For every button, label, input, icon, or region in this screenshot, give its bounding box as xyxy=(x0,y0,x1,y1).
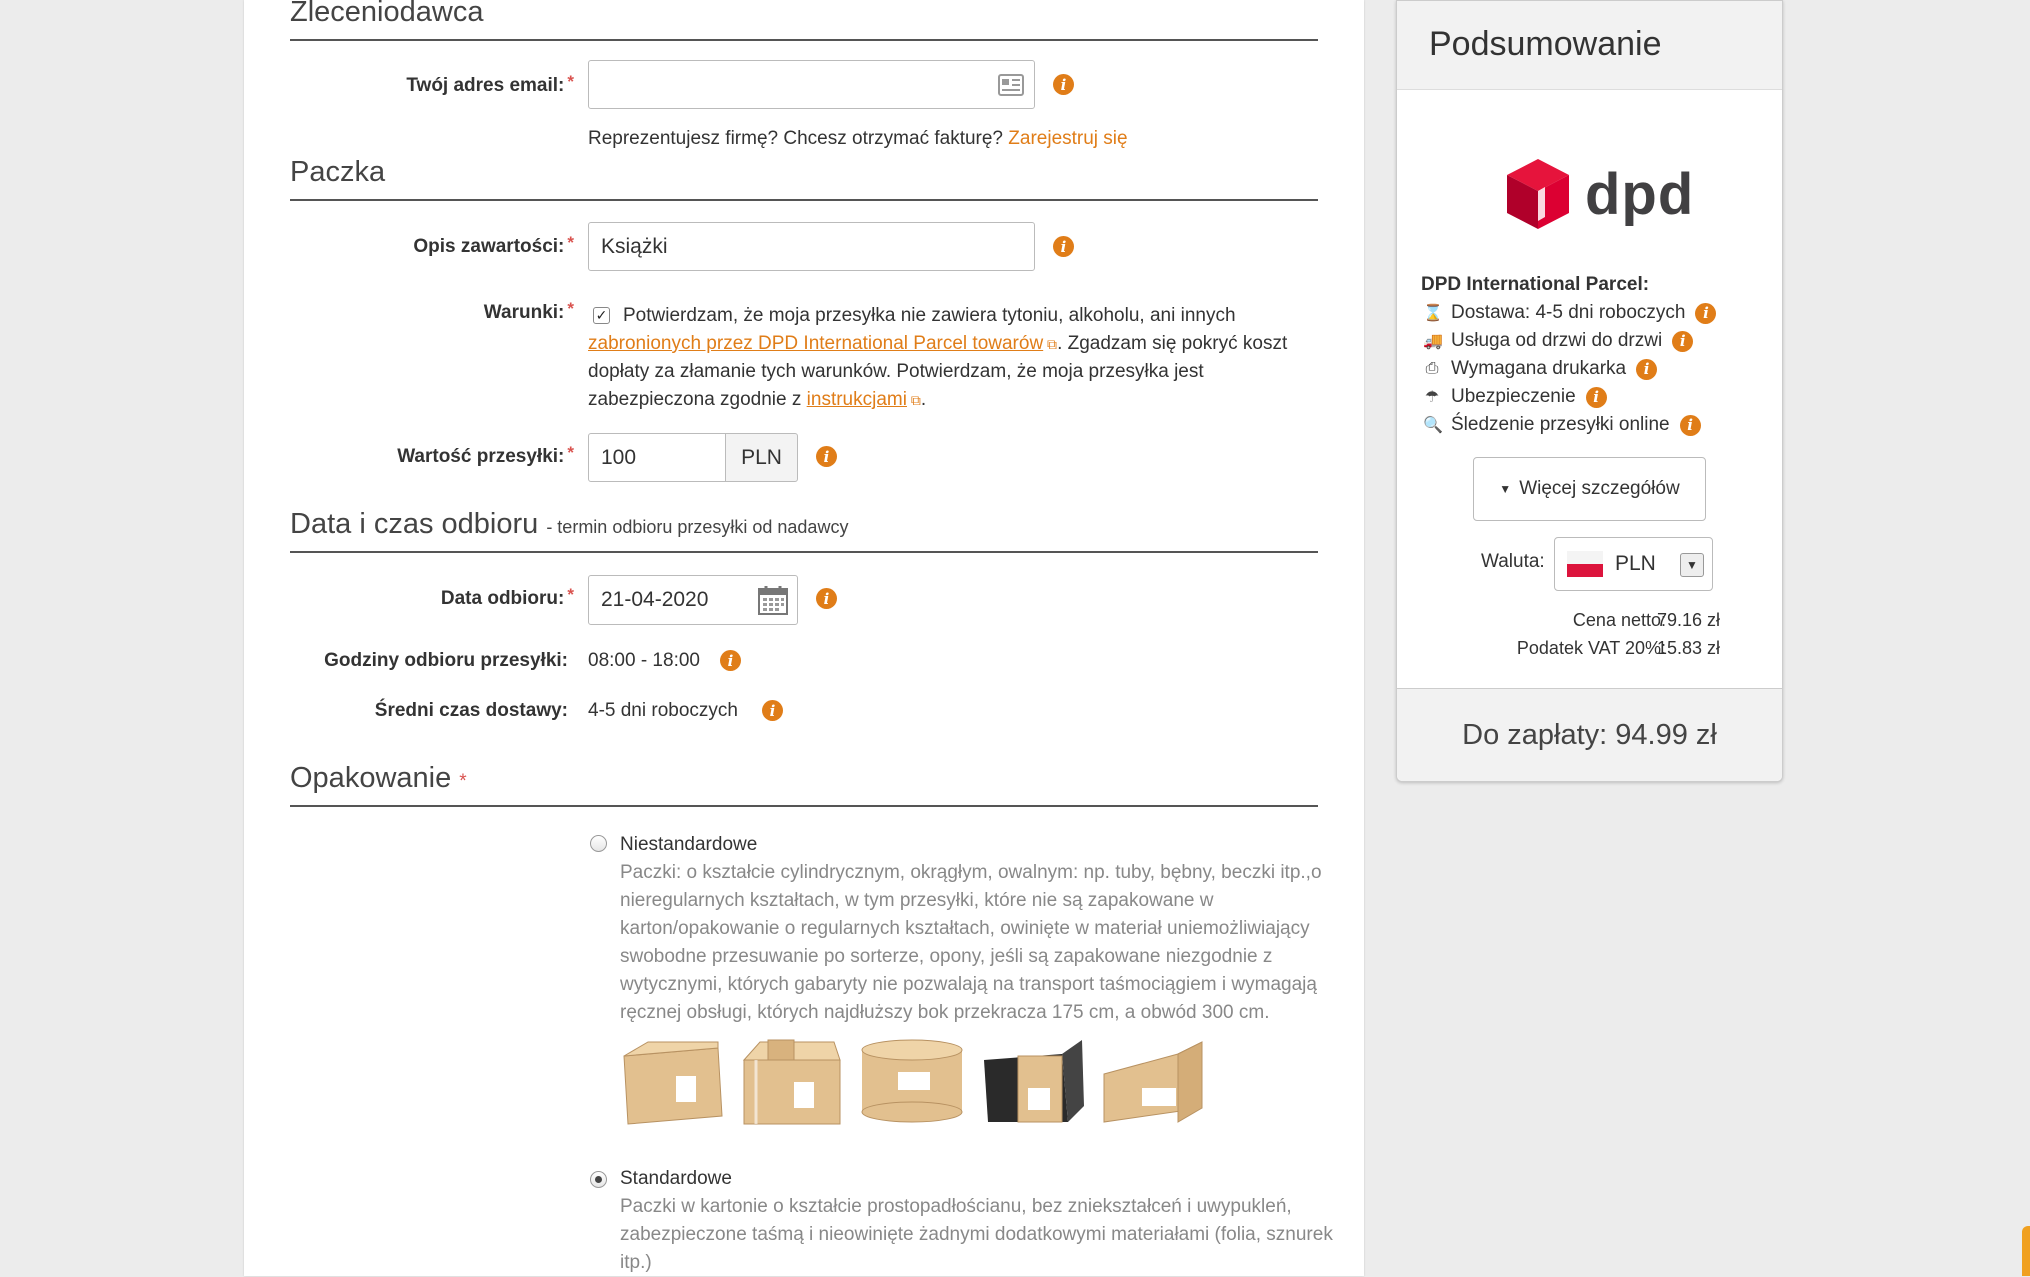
feature-printer: ⎙ Wymagana drukarka i xyxy=(1423,358,1657,380)
truck-icon: 🚚 xyxy=(1423,333,1443,350)
packaging-nonstandard-title[interactable]: Niestandardowe xyxy=(620,834,758,855)
value-currency-addon: PLN xyxy=(725,433,798,482)
value-input[interactable]: 100 xyxy=(588,433,726,482)
email-input[interactable] xyxy=(588,60,1035,109)
forbidden-goods-link[interactable]: zabronionych przez DPD International Parcel towarów xyxy=(588,333,1044,354)
contact-card-icon xyxy=(998,74,1024,96)
pickup-date-info-icon[interactable]: i xyxy=(816,588,837,609)
value-label: Wartość przesyłki: * xyxy=(397,443,574,467)
pickup-hours-label: Godziny odbioru przesyłki: xyxy=(324,650,568,671)
umbrella-icon: ☂ xyxy=(1424,389,1440,406)
more-details-button[interactable]: ▼ Więcej szczegółów xyxy=(1473,457,1706,521)
feature-door-to-door: 🚚 Usługa od drzwi do drzwi i xyxy=(1423,330,1693,352)
register-link[interactable]: Zarejestruj się xyxy=(1008,128,1128,149)
chat-widget-edge[interactable] xyxy=(2022,1226,2030,1276)
feature-insurance: ☂ Ubezpieczenie i xyxy=(1423,386,1607,408)
delivery-time-label: Średni czas dostawy: xyxy=(374,700,568,721)
instructions-link[interactable]: instrukcjami xyxy=(806,389,907,410)
delivery-time-value: 4-5 dni roboczych xyxy=(588,700,738,721)
taped-box-image xyxy=(738,1036,846,1128)
hourglass-icon: ⌛ xyxy=(1423,305,1443,322)
feature-delivery: ⌛ Dostawa: 4-5 dni roboczych i xyxy=(1423,302,1716,324)
summary-footer xyxy=(1397,688,1782,781)
caret-down-icon: ▼ xyxy=(1499,482,1512,496)
poland-flag-icon xyxy=(1567,551,1603,577)
contents-label: Opis zawartości: * xyxy=(413,233,574,257)
packaging-nonstandard-radio[interactable] xyxy=(590,835,607,852)
calendar-icon[interactable] xyxy=(757,584,789,616)
vat-label: Podatek VAT 20%: xyxy=(1516,638,1666,658)
email-info-icon[interactable]: i xyxy=(1053,74,1074,95)
insurance-info-icon[interactable]: i xyxy=(1586,387,1607,408)
external-link-icon-2: ⧉ xyxy=(906,392,921,408)
contents-info-icon[interactable]: i xyxy=(1053,236,1074,257)
currency-select[interactable]: PLN ▼ xyxy=(1554,537,1713,591)
section-packaging-title: Opakowanie * xyxy=(290,762,1318,807)
summary-header xyxy=(1397,1,1782,90)
section-sender-title: Zleceniodawca xyxy=(290,0,1318,41)
irregular-box-image xyxy=(1098,1036,1206,1126)
summary-panel xyxy=(1396,0,1783,782)
external-link-icon: ⧉ xyxy=(1043,336,1058,352)
section-pickup-title: Data i czas odbioru - termin odbioru przesyłki od nadawcy xyxy=(290,508,1318,553)
value-info-icon[interactable]: i xyxy=(816,446,837,467)
chevron-down-icon: ▼ xyxy=(1680,553,1704,577)
net-price-value: 79.16 zł xyxy=(1657,610,1721,630)
tracking-info-icon[interactable]: i xyxy=(1680,415,1701,436)
net-price-label: Cena netto: xyxy=(1572,610,1666,630)
packaging-nonstandard-desc: Paczki: o kształcie cylindrycznym, okrągłym, owalnym: np. tuby, bębny, beczki itp.,o nieregularnych kształtach, w tym przesyłki, które nie są zapakowane w karton/opakowanie o regularnych kształtach, owinięte w materiał uniemożliwiający swobodne przesuwanie po sorterze, opony, jeśli są zapakowane niezgodnie z wytycznymi, których gabaryty nie pozwalają na transport taśmociągiem i wymagają ręcznej obsługi, których najdłuższy bok przekracza 175 cm, a obwód 300 cm. xyxy=(620,862,1322,1023)
terms-text: Potwierdzam, że moja przesyłka nie zawiera tytoniu, alkoholu, ani innych zabronionych przez DPD International Parcel towarów ⧉. Zgadzam się pokryć koszt dopłaty za złamanie tych warunków. Potwierdzam, że moja przesyłka jest zabezpieczona zgodnie z instrukcjami ⧉. xyxy=(588,305,1288,410)
email-label: Twój adres email: * xyxy=(406,72,574,96)
company-prompt: Reprezentujesz firmę? Chcesz otrzymać fakturę? Zarejestruj się xyxy=(588,128,1128,149)
terms-checkbox[interactable]: ✓ xyxy=(593,307,610,324)
deformed-box-image xyxy=(618,1036,726,1126)
pickup-hours-value: 08:00 - 18:00 xyxy=(588,650,700,671)
packaging-standard-desc: Paczki w kartonie o kształcie prostopadłościanu, bez zniekształceń i uwypukleń, zabezpieczone taśmą i nieowinięte żadnymi dodatkowymi materiałami (folia, sznurek itp.) xyxy=(620,1196,1333,1273)
terms-label: Warunki: * xyxy=(483,299,574,323)
contents-input[interactable]: Książki xyxy=(588,222,1035,271)
vat-value: 15.83 zł xyxy=(1657,638,1721,658)
pickup-date-label: Data odbioru: * xyxy=(440,585,574,609)
door-info-icon[interactable]: i xyxy=(1672,331,1693,352)
dpd-logo: dpd xyxy=(1505,157,1694,231)
packaging-standard-title[interactable]: Standardowe xyxy=(620,1168,732,1189)
currency-label: Waluta: xyxy=(1481,551,1545,572)
delivery-info-icon[interactable]: i xyxy=(1695,303,1716,324)
section-parcel-title: Paczka xyxy=(290,156,1318,201)
total-amount: Do zapłaty: 94.99 zł xyxy=(1462,719,1717,751)
feature-tracking: 🔍 Śledzenie przesyłki online i xyxy=(1423,414,1701,436)
pickup-hours-info-icon[interactable]: i xyxy=(720,650,741,671)
service-title: DPD International Parcel: xyxy=(1421,274,1650,295)
printer-icon: ⎙ xyxy=(1425,360,1439,377)
pickup-date-input[interactable]: 21-04-2020 xyxy=(588,575,798,625)
printer-info-icon[interactable]: i xyxy=(1636,359,1657,380)
dpd-cube-icon xyxy=(1505,157,1571,231)
search-icon: 🔍 xyxy=(1423,417,1443,434)
round-package-image xyxy=(858,1036,966,1126)
wrapped-package-image xyxy=(978,1036,1086,1126)
packaging-standard-radio[interactable] xyxy=(590,1171,607,1188)
delivery-time-info-icon[interactable]: i xyxy=(762,700,783,721)
summary-title: Podsumowanie xyxy=(1429,25,1662,63)
